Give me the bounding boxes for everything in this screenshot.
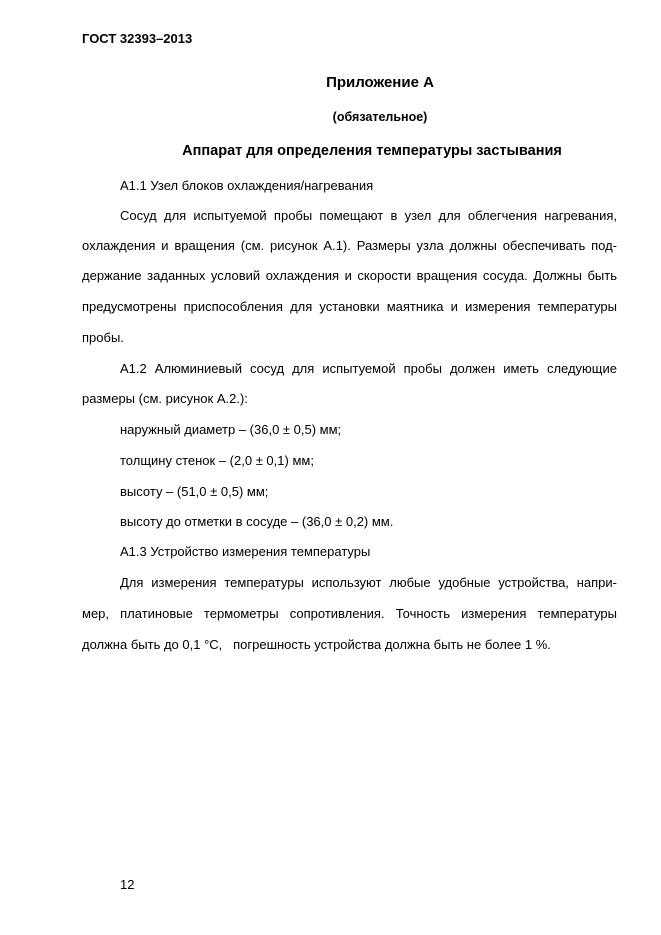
list-item: наружный диаметр – (36,0 ± 0,5) мм;: [120, 422, 342, 437]
section-a1-2-intro: А1.2 Алюминиевый сосуд для испытуемой пробы должен иметь следующие: [120, 361, 617, 376]
paragraph-line: Сосуд для испытуемой пробы помещают в узел для облегчения нагревания,: [120, 208, 617, 223]
paragraph-line: держание заданных условий охлаждения и скорости вращения сосуда. Должны быть: [82, 268, 617, 283]
appendix-heading: Аппарат для определения температуры застывания: [182, 143, 562, 159]
paragraph-line: мер, платиновые термометры сопротивления. Точность измерения температуры: [82, 606, 617, 621]
paragraph-line: должна быть до 0,1 °C, погрешность устройства должна быть не более 1 %.: [82, 637, 551, 652]
section-a1-3-title: А1.3 Устройство измерения температуры: [120, 544, 371, 559]
list-item: толщину стенок – (2,0 ± 0,1) мм;: [120, 453, 314, 468]
paragraph-line: охлаждения и вращения (см. рисунок А.1). Размеры узла должны обеспечивать под-: [82, 238, 617, 253]
list-item: высоту до отметки в сосуде – (36,0 ± 0,2) мм.: [120, 514, 394, 529]
paragraph-line: размеры (см. рисунок А.2.):: [82, 391, 248, 406]
standard-code: ГОСТ 32393–2013: [82, 31, 193, 46]
section-a1-1-title: А1.1 Узел блоков охлаждения/нагревания: [120, 178, 374, 193]
paragraph-line: Для измерения температуры используют любые удобные устройства, напри-: [120, 575, 617, 590]
appendix-status: (обязательное): [332, 110, 428, 124]
page-number: 12: [120, 877, 135, 892]
paragraph-line: предусмотрены приспособления для установки маятника и измерения температуры: [82, 299, 617, 314]
appendix-title: Приложение А: [326, 74, 434, 91]
paragraph-line: пробы.: [82, 330, 124, 345]
list-item: высоту – (51,0 ± 0,5) мм;: [120, 484, 269, 499]
